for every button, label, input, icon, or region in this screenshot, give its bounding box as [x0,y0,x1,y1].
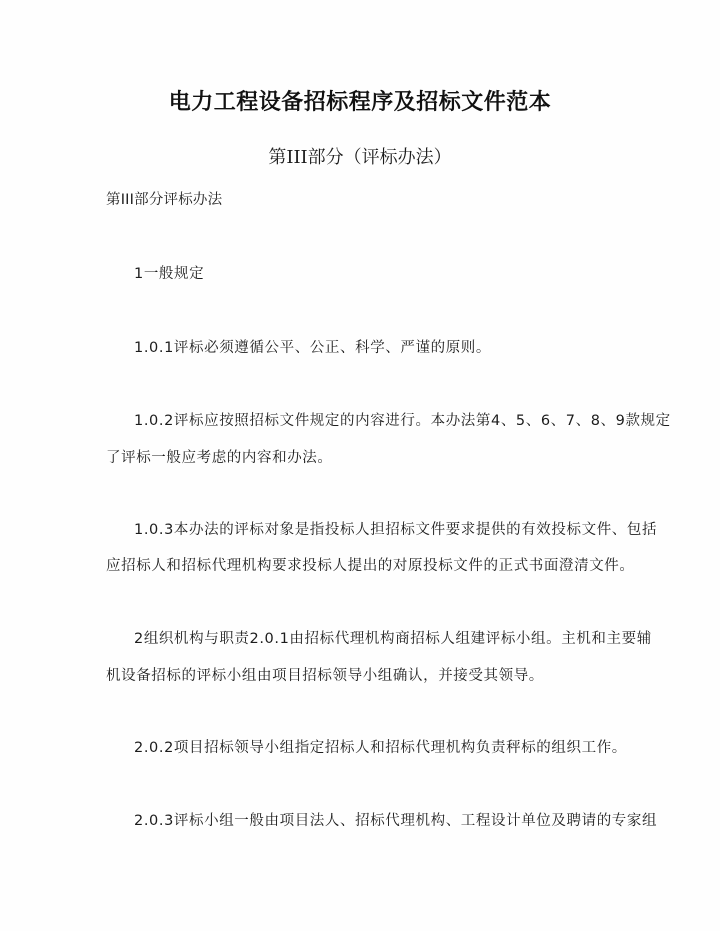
paragraph-2-0-2: 2.0.2项目招标领导小组指定招标人和招标代理机构负责秤标的组织工作。 [134,740,627,756]
paragraph-2-0-3: 2.0.3评标小组一般由项目法人、招标代理机构、工程设计单位及聘请的专家组 [134,813,658,829]
paragraph-1-0-3-line-1: 1.0.3本办法的评标对象是指投标人担招标文件要求提供的有效投标文件、包括 [134,522,658,538]
paragraph-1-0-3-line-2: 应招标人和招标代理机构要求投标人提出的对原投标文件的正式书面澄清文件。 [106,558,635,574]
paragraph-2-org-line-1: 2组织机构与职责2.0.1由招标代理机构商招标人组建评标小组。主机和主要辅 [134,631,652,647]
paragraph-1-0-2-line-1: 1.0.2评标应按照招标文件规定的内容进行。本办法第4、5、6、7、8、9款规定 [134,413,671,429]
paragraph-1-0-1: 1.0.1评标必须遵循公平、公正、科学、严谨的原则。 [134,340,491,356]
section-heading: 第III部分评标办法 [106,192,223,208]
document-title: 电力工程设备招标程序及招标文件范本 [168,90,552,115]
paragraph-1-general-provisions: 1一般规定 [134,266,205,282]
paragraph-1-0-2-line-2: 了评标一般应考虑的内容和办法。 [106,450,333,466]
paragraph-2-org-line-2: 机设备招标的评标小组由项目招标领导小组确认，并接受其领导。 [106,668,544,684]
document-subtitle: 第III部分（评标办法） [268,147,452,168]
